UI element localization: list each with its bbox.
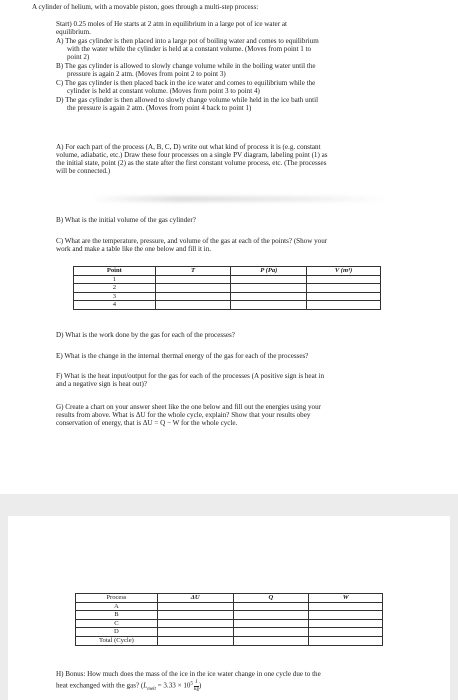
problem-title: A cylinder of helium, with a movable piston, goes through a multi-step process: [32, 3, 259, 11]
table-cell [309, 628, 383, 637]
table-cell [157, 628, 233, 637]
start-condition-line-1: Start) 0.25 moles of He starts at 2 atm in equilibrium in a large pot of ice water at [56, 20, 287, 28]
question-h-line-1: H) Bonus: How much does the mass of the ice in the ice water change in one cycle due to the [56, 670, 321, 678]
temperature-header: T [155, 267, 231, 276]
table-cell [155, 301, 231, 310]
table-cell [233, 602, 309, 611]
table-cell [309, 602, 383, 611]
table-cell [307, 275, 381, 284]
table-cell [233, 611, 309, 620]
question-f-line-2: and a negative sign is heat out)? [56, 380, 148, 388]
table-row [76, 619, 383, 628]
table-cell [231, 301, 307, 310]
question-a-line-2: volume, adiabatic, etc.) Draw these four processes on a single PV diagram, labeling point (1) as [56, 151, 328, 159]
process-label: Total (Cycle) [76, 636, 158, 645]
process-label: B [76, 611, 158, 620]
table-row [76, 628, 383, 637]
table-cell [309, 636, 383, 645]
table-cell [231, 284, 307, 293]
point-table-header-row [74, 267, 381, 276]
formula-close-paren: ) [198, 681, 202, 690]
question-a-line-1: A) For each part of the process (A, B, C, D) write out what kind of process it is (e.g. constant [56, 143, 321, 151]
table-cell [157, 636, 233, 645]
table-cell [157, 619, 233, 628]
step-a-line-2: with the water while the cylinder is held at a constant volume. (Moves from point 1 to [67, 45, 312, 53]
question-g-line-2: results from above. What is ΔU for the whole cycle, explain? Show that your results obey [56, 411, 311, 419]
step-a-line-3: point 2) [67, 53, 90, 61]
table-cell [233, 636, 309, 645]
table-cell [233, 619, 309, 628]
question-e: E) What is the change in the internal thermal energy of the gas for each of the processes? [56, 352, 309, 360]
process-label: D [76, 628, 158, 637]
table-row [74, 301, 381, 310]
step-a-line-1: A) The gas cylinder is then placed into a large pot of boiling water and comes to equilibrium [56, 37, 319, 45]
table-row [74, 292, 381, 301]
step-d-line-1: D) The gas cylinder is then allowed to slowly change volume while held in the ice bath until [56, 96, 319, 104]
table-cell [307, 284, 381, 293]
scan-smudge [90, 196, 390, 202]
table-row [74, 275, 381, 284]
step-c-line-1: C) The gas cylinder is then placed back in the ice water and comes to equilibrium while the [56, 79, 316, 87]
units-denominator: kg [193, 686, 199, 692]
process-header: Process [76, 594, 158, 603]
step-c-line-2: cylinder is held at constant volume. (Moves from point 3 to point 4) [67, 87, 260, 95]
process-label: A [76, 602, 158, 611]
latent-heat-subscript: melt [147, 687, 156, 693]
table-cell [309, 619, 383, 628]
point-header: Point [74, 267, 156, 276]
step-d-line-2: the pressure is again 2 atm. (Moves from point 4 back to point 1) [67, 104, 252, 112]
q-header: Q [233, 594, 309, 603]
energy-table-header-row [76, 594, 383, 603]
question-g-line-3: conservation of energy, that is ΔU = Q − W for the whole cycle. [56, 419, 238, 427]
table-row [76, 602, 383, 611]
point-label: 4 [74, 301, 156, 310]
question-a-line-3: the initial state, point (2) as the state after the first constant volume process, etc. (The processes [56, 159, 327, 167]
table-cell [231, 292, 307, 301]
volume-header: V (m³) [307, 267, 381, 276]
table-cell [155, 292, 231, 301]
question-h-text: heat exchanged with the gas? ( [56, 681, 144, 690]
question-c-line-1: C) What are the temperature, pressure, and volume of the gas at each of the points? (Show your [56, 237, 328, 245]
w-header: W [309, 594, 383, 603]
table-row [76, 636, 383, 645]
question-f-line-1: F) What is the heat input/output for the gas for each of the processes (A positive sign is heat in [56, 372, 324, 380]
latent-heat-equals: = 3.33 × 10 [155, 681, 191, 690]
step-b-line-1: B) The gas cylinder is allowed to slowly change volume while in the boiling water until the [56, 62, 316, 70]
point-label: 2 [74, 284, 156, 293]
question-a-line-4: will be connected.) [56, 167, 111, 175]
question-g-line-1: G) Create a chart on your answer sheet like the one below and fill out the energies using your [56, 403, 322, 411]
table-cell [157, 602, 233, 611]
table-cell [307, 292, 381, 301]
latent-heat-exponent: 5 [190, 681, 193, 687]
table-row [74, 284, 381, 293]
table-cell [231, 275, 307, 284]
table-cell [309, 611, 383, 620]
energy-table [75, 593, 383, 646]
table-cell [233, 628, 309, 637]
start-condition-line-2: equilibrium. [56, 28, 91, 36]
question-h-line-2 [56, 680, 201, 694]
units-numerator: J [195, 680, 198, 685]
table-cell [157, 611, 233, 620]
question-b: B) What is the initial volume of the gas cylinder? [56, 216, 196, 224]
point-table [73, 266, 381, 310]
question-c-line-2: work and make a table like the one below and fill it in. [56, 245, 212, 253]
table-row [76, 611, 383, 620]
process-label: C [76, 619, 158, 628]
latent-heat-symbol: L [143, 681, 148, 690]
point-label: 3 [74, 292, 156, 301]
table-cell [155, 284, 231, 293]
question-d: D) What is the work done by the gas for each of the processes? [56, 331, 235, 339]
delta-u-header: ΔU [157, 594, 233, 603]
pressure-header: P (Pa) [231, 267, 307, 276]
table-cell [155, 275, 231, 284]
step-b-line-2: pressure is again 2 atm. (Moves from point 2 to point 3) [67, 70, 226, 78]
table-cell [307, 301, 381, 310]
point-label: 1 [74, 275, 156, 284]
worksheet-page-2 [8, 516, 450, 700]
